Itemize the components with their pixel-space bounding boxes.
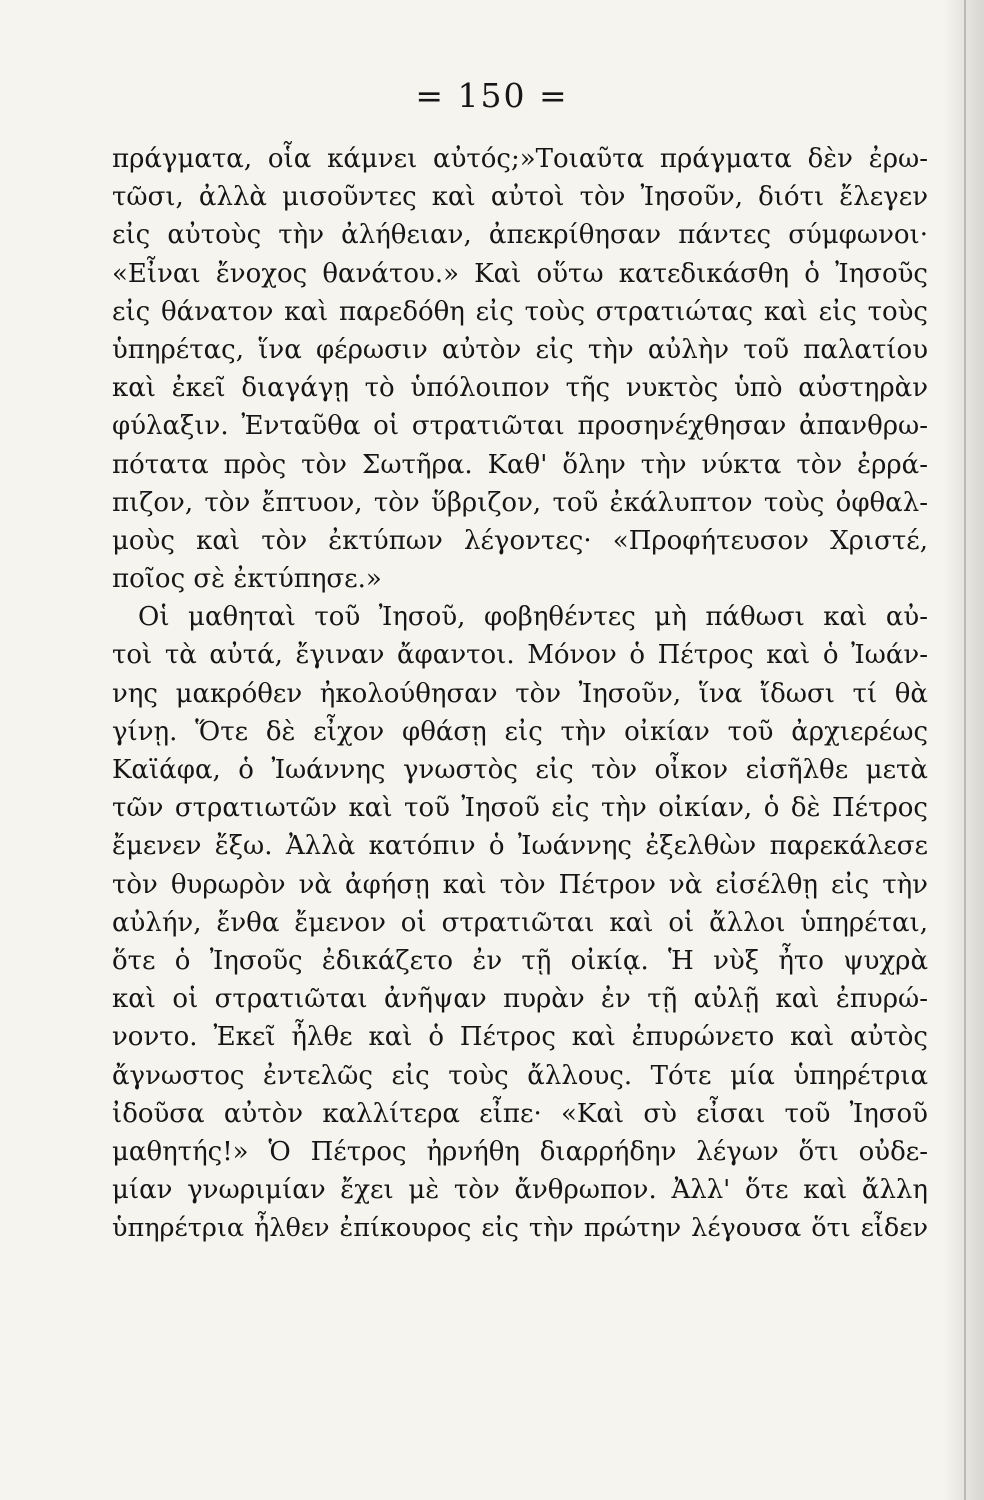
- text-line: φύλαξιν. Ἐνταῦθα οἱ στρατιῶται προσηνέχθησαν ἀπανθρω-: [112, 411, 928, 442]
- text-line: γίνῃ. Ὅτε δὲ εἶχον φθάσῃ εἰς τὴν οἰκίαν τοῦ ἀρχιερέως: [112, 716, 928, 747]
- text-line: μίαν γνωριμίαν ἔχει μὲ τὸν ἄνθρωπον. Ἀλλ' ὅτε καὶ ἄλλη: [112, 1175, 928, 1206]
- text-line: πράγματα, οἷα κάμνει αὐτός;»Τοιαῦτα πράγματα δὲν ἐρω-: [112, 144, 928, 174]
- text-line: ἰδοῦσα αὐτὸν καλλίτερα εἶπε· «Καὶ σὺ εἶσαι τοῦ Ἰησοῦ: [112, 1098, 928, 1129]
- text-line: τῶν στρατιωτῶν καὶ τοῦ Ἰησοῦ εἰς τὴν οἰκίαν, ὁ δὲ Πέτρος: [112, 793, 928, 824]
- text-line: εἰς αὐτοὺς τὴν ἀλήθειαν, ἀπεκρίθησαν πάντες σύμφωνοι·: [112, 220, 928, 251]
- text-line: ὑπηρέτας, ἵνα φέρωσιν αὐτὸν εἰς τὴν αὐλὴν τοῦ παλατίου: [112, 334, 928, 365]
- text-line: νης μακρόθεν ἠκολούθησαν τὸν Ἰησοῦν, ἵνα ἴδωσι τί θὰ: [112, 678, 928, 709]
- text-line: μαθητής!» Ὁ Πέτρος ἠρνήθη διαρρήδην λέγων ὅτι οὐδε-: [112, 1136, 928, 1167]
- body-text: [112, 140, 928, 1247]
- text-line: νοντο. Ἐκεῖ ἦλθε καὶ ὁ Πέτρος καὶ ἐπυρώνετο καὶ αὐτὸς: [112, 1022, 928, 1053]
- text-line: τῶσι, ἀλλὰ μισοῦντες καὶ αὐτοὶ τὸν Ἰησοῦν, διότι ἔλεγεν: [112, 182, 928, 213]
- text-line: πότατα πρὸς τὸν Σωτῆρα. Καθ' ὅλην τὴν νύκτα τὸν ἐρρά-: [112, 449, 928, 480]
- text-line: Καϊάφα, ὁ Ἰωάννης γνωστὸς εἰς τὸν οἶκον εἰσῆλθε μετὰ: [112, 755, 928, 785]
- page-edge-line: [964, 0, 966, 1500]
- text-line: καὶ οἱ στρατιῶται ἀνῆψαν πυρὰν ἐν τῇ αὐλῇ καὶ ἐπυρώ-: [112, 984, 928, 1015]
- text-line: ἄγνωστος ἐντελῶς εἰς τοὺς ἄλλους. Τότε μία ὑπηρέτρια: [112, 1060, 928, 1091]
- text-line: πιζον, τὸν ἔπτυον, τὸν ὕβριζον, τοῦ ἐκάλυπτον τοὺς ὀφθαλ-: [112, 487, 928, 518]
- text-line-paragraph-end: ποῖος σὲ ἐκτύπησε.»: [112, 564, 382, 595]
- text-line: καὶ ἐκεῖ διαγάγῃ τὸ ὑπόλοιπον τῆς νυκτὸς ὑπὸ αὐστηρὰν: [112, 373, 928, 404]
- text-line: μοὺς καὶ τὸν ἐκτύπων λέγοντες· «Προφήτευσον Χριστέ,: [112, 525, 928, 556]
- text-line: ὑπηρέτρια ἦλθεν ἐπίκουρος εἰς τὴν πρώτην λέγουσα ὅτι εἶδεν: [112, 1213, 928, 1244]
- text-line-paragraph-start: Οἱ μαθηταὶ τοῦ Ἰησοῦ, φοβηθέντες μὴ πάθωσι καὶ αὐ-: [138, 602, 928, 633]
- text-line: τοὶ τὰ αὐτά, ἔγιναν ἄφαντοι. Μόνον ὁ Πέτρος καὶ ὁ Ἰωάν-: [112, 640, 928, 671]
- text-line: «Εἶναι ἔνοχος θανάτου.» Καὶ οὕτω κατεδικάσθη ὁ Ἰησοῦς: [112, 258, 928, 289]
- text-line: αὐλήν, ἔνθα ἔμενον οἱ στρατιῶται καὶ οἱ ἄλλοι ὑπηρέται,: [112, 907, 928, 938]
- text-line: ὅτε ὁ Ἰησοῦς ἐδικάζετο ἐν τῇ οἰκίᾳ. Ἡ νὺξ ἦτο ψυχρὰ: [112, 945, 928, 976]
- text-line: ἔμενεν ἔξω. Ἀλλὰ κατόπιν ὁ Ἰωάννης ἐξελθὼν παρεκάλεσε: [112, 831, 928, 862]
- text-line: τὸν θυρωρὸν νὰ ἀφήσῃ καὶ τὸν Πέτρον νὰ εἰσέλθῃ εἰς τὴν: [112, 869, 928, 900]
- text-line: εἰς θάνατον καὶ παρεδόθη εἰς τοὺς στρατιώτας καὶ εἰς τοὺς: [112, 296, 928, 327]
- page-number: = 150 =: [415, 76, 569, 115]
